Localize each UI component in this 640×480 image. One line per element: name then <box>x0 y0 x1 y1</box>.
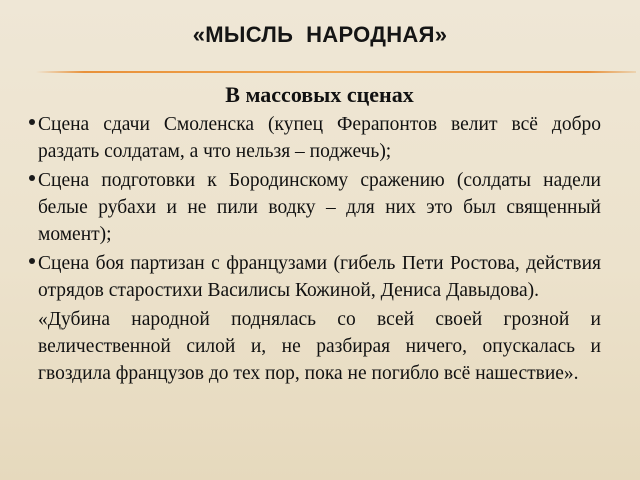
quote-text: «Дубина народной поднялась со всей своей грозной и величественной силой и, не разбирая ничего, опускалась и гвоздила французов до тех пор, пока не погибло всё нашествие». <box>38 309 601 384</box>
bullet-text: Сцена подготовки к Бородинскому сражению (солдаты надели белые рубахи и не пили водку – для них это был священный момент); <box>38 170 601 245</box>
bullet-list <box>38 111 601 304</box>
bullet-item <box>38 167 601 248</box>
bullet-item <box>38 250 601 304</box>
slide-content <box>38 80 601 387</box>
bullet-icon <box>29 258 35 264</box>
bullet-icon <box>29 175 35 181</box>
title-divider <box>36 71 636 73</box>
bullet-text: Сцена сдачи Смоленска (купец Ферапонтов велит всё добро раздать солдатам, а что нельзя – поджечь); <box>38 114 601 162</box>
bullet-icon <box>29 119 35 125</box>
bullet-item <box>38 111 601 165</box>
slide-title: «МЫСЛЬ НАРОДНАЯ» <box>192 22 448 47</box>
bullet-text: Сцена боя партизан с французами (гибель Пети Ростова, действия отрядов старостихи Василисы Кожиной, Дениса Давыдова). <box>38 253 601 301</box>
section-subtitle: В массовых сценах <box>225 82 414 107</box>
